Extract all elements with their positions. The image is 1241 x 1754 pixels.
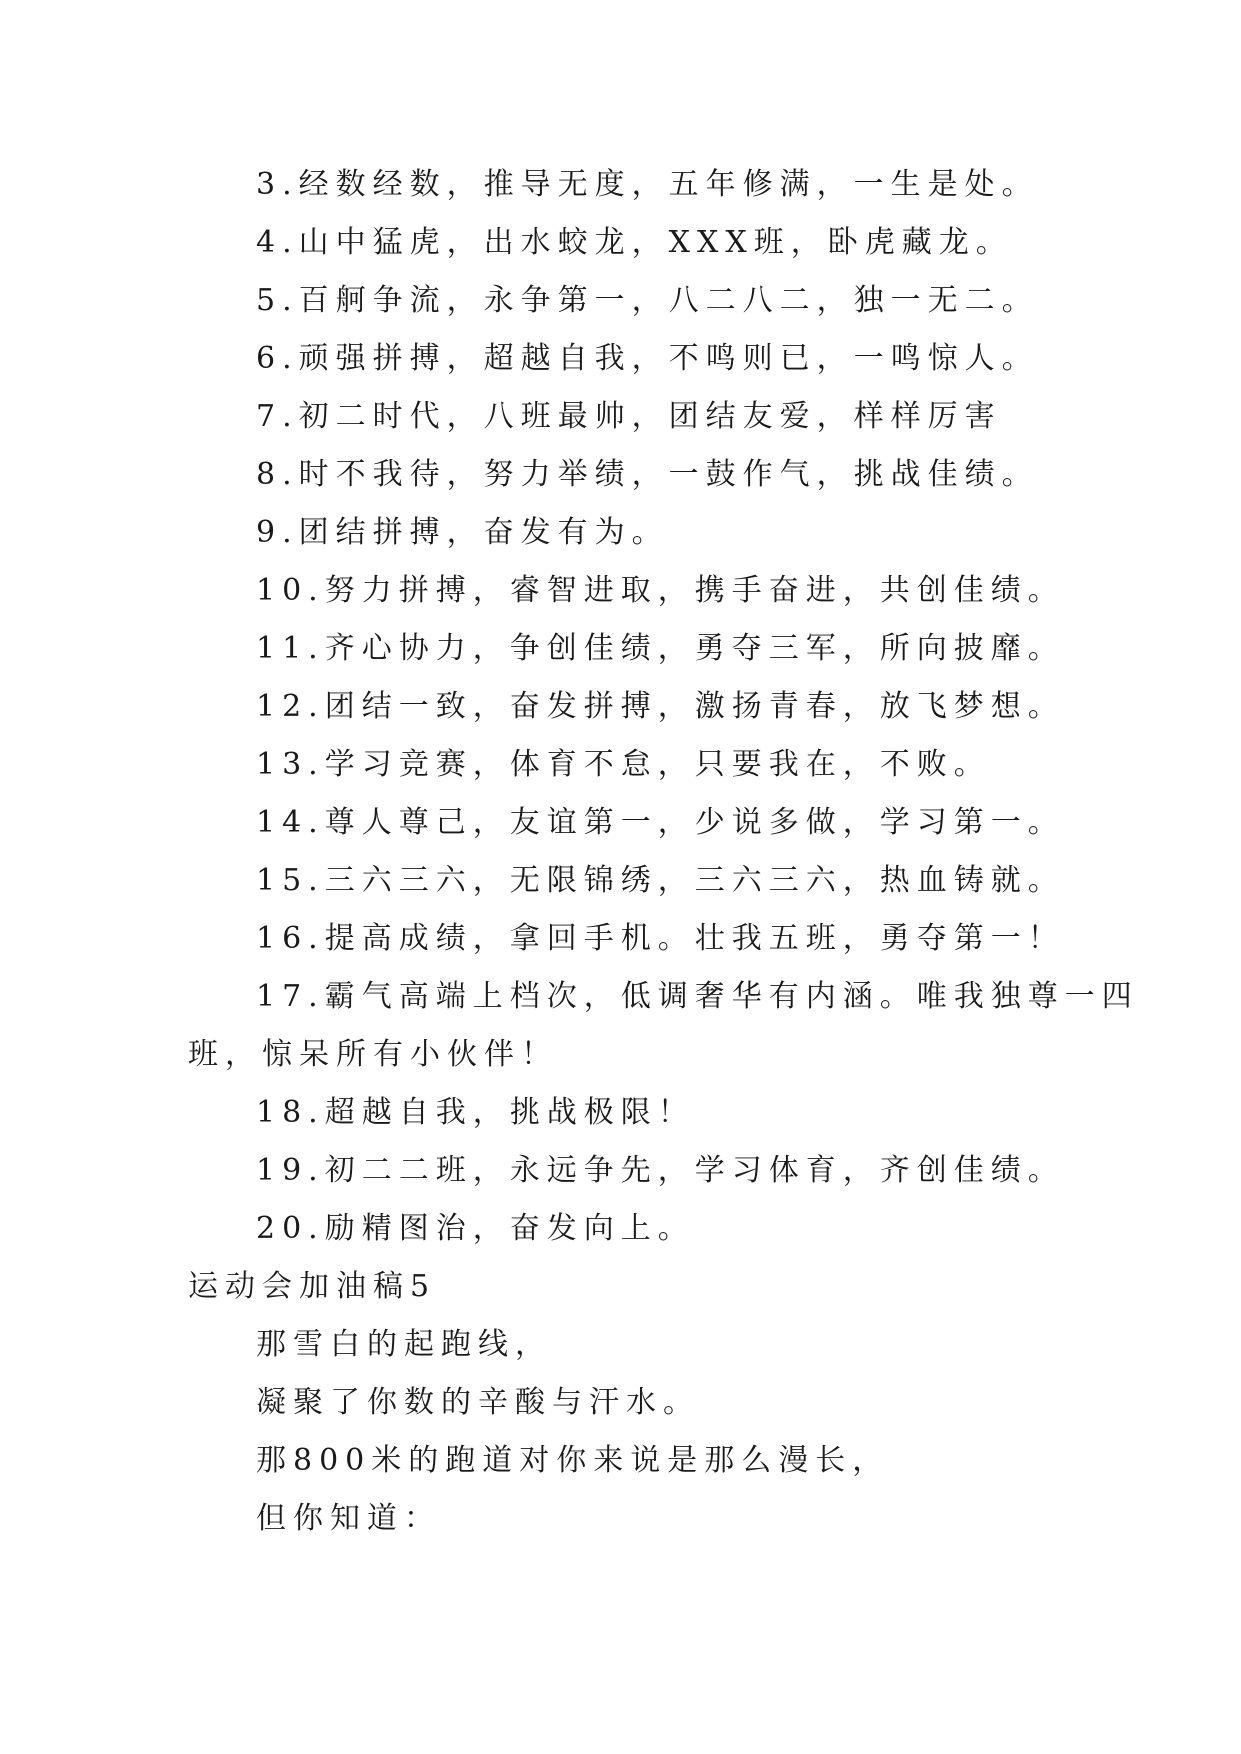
- slogan-14: 14.尊人尊己，友谊第一，少说多做，学习第一。: [256, 805, 1065, 840]
- slogan-13: 13.学习竞赛，体育不怠，只要我在，不败。: [256, 747, 991, 782]
- slogan-3: 3.经数经数，推导无度，五年修满，一生是处。: [256, 167, 1039, 202]
- section-heading: 运动会加油稿5: [188, 1269, 437, 1304]
- slogan-4: 4.山中猛虎，出水蛟龙，XXX班，卧虎藏龙。: [256, 225, 1013, 260]
- slogan-15: 15.三六三六，无限锦绣，三六三六，热血铸就。: [256, 863, 1065, 898]
- poem-line-3: 那800米的跑道对你来说是那么漫长，: [256, 1443, 890, 1478]
- slogan-5: 5.百舸争流，永争第一，八二八二，独一无二。: [256, 283, 1039, 318]
- slogan-19: 19.初二二班，永远争先，学习体育，齐创佳绩。: [256, 1153, 1065, 1188]
- slogan-20: 20.励精图治，奋发向上。: [256, 1211, 695, 1246]
- slogan-10: 10.努力拼搏，睿智进取，携手奋进，共创佳绩。: [256, 573, 1065, 608]
- slogan-9: 9.团结拼搏，奋发有为。: [256, 515, 669, 550]
- poem-line-4: 但你知道：: [256, 1501, 441, 1536]
- slogan-8: 8.时不我待，努力举绩，一鼓作气，挑战佳绩。: [256, 457, 1039, 492]
- slogan-7: 7.初二时代，八班最帅，团结友爱，样样厉害: [256, 399, 1002, 434]
- slogan-16: 16.提高成绩，拿回手机。壮我五班，勇夺第一！: [256, 921, 1065, 956]
- slogan-6: 6.顽强拼搏，超越自我，不鸣则已，一鸣惊人。: [256, 341, 1039, 376]
- slogan-12: 12.团结一致，奋发拼搏，激扬青春，放飞梦想。: [256, 689, 1065, 724]
- slogan-17: 17.霸气高端上档次，低调奢华有内涵。唯我独尊一四: [256, 979, 1139, 1014]
- poem-line-1: 那雪白的起跑线，: [256, 1327, 552, 1362]
- slogan-18: 18.超越自我，挑战极限！: [256, 1095, 695, 1130]
- poem-line-2: 凝聚了你数的辛酸与汗水。: [256, 1385, 700, 1420]
- slogan-17-continued: 班，惊呆所有小伙伴！: [188, 1037, 558, 1072]
- slogan-11: 11.齐心协力，争创佳绩，勇夺三军，所向披靡。: [256, 631, 1065, 666]
